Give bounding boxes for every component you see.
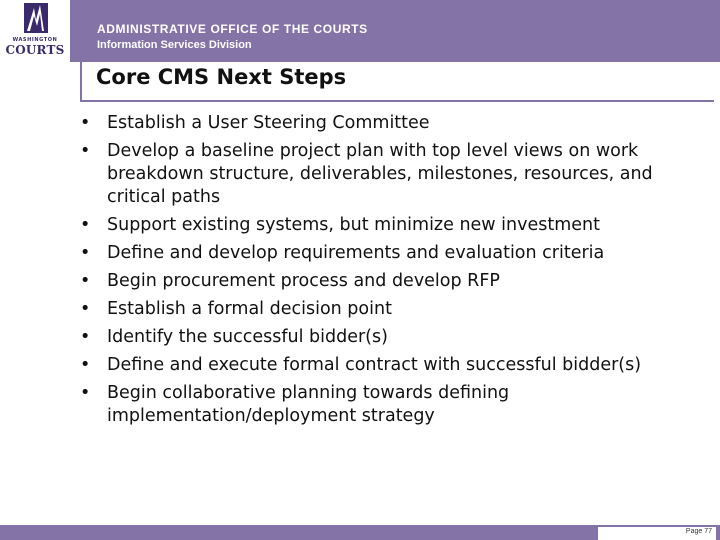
header-office-name: ADMINISTRATIVE OFFICE OF THE COURTS [97, 22, 368, 36]
washington-courts-logo [0, 0, 71, 62]
bullet-item [80, 140, 700, 209]
bullet-text: Begin procurement process and develop RFP [107, 271, 500, 291]
bullet-dot-icon: • [80, 383, 91, 403]
logo-small-text: WASHINGTON [12, 37, 58, 43]
bullet-item [80, 382, 700, 428]
slide-title: Core CMS Next Steps [96, 65, 347, 89]
bullet-dot-icon: • [80, 243, 91, 263]
bullet-item [80, 298, 700, 321]
bullet-text: Identify the successful bidder(s) [107, 327, 388, 347]
bullet-list [80, 112, 700, 433]
bullet-item [80, 354, 700, 377]
bullet-text: Establish a formal decision point [107, 299, 392, 319]
bullet-dot-icon: • [80, 355, 91, 375]
bullet-text: Begin collaborative planning towards defining implementation/deployment strategy [107, 383, 510, 426]
page-number: Page 77 [685, 528, 712, 535]
bullet-text: Define and execute formal contract with successful bidder(s) [107, 355, 642, 375]
bullet-dot-icon: • [80, 299, 91, 319]
bullet-text: Define and develop requirements and evaluation criteria [107, 243, 605, 263]
bullet-item [80, 326, 700, 349]
logo-big-text: COURTS [5, 43, 65, 57]
bullet-item [80, 214, 700, 237]
bullet-item [80, 112, 700, 135]
bullet-text: Support existing systems, but minimize new investment [107, 215, 600, 235]
header-division-name: Information Services Division [97, 39, 252, 51]
bullet-item [80, 270, 700, 293]
bullet-item [80, 242, 700, 265]
bullet-dot-icon: • [80, 113, 91, 133]
bullet-dot-icon: • [80, 327, 91, 347]
bullet-text: Develop a baseline project plan with top level views on work breakdown structure, deliverables, milestones, resources, and critical paths [107, 141, 653, 207]
bullet-text: Establish a User Steering Committee [107, 113, 430, 133]
bullet-dot-icon: • [80, 141, 91, 161]
bullet-dot-icon: • [80, 271, 91, 291]
courts-seal-icon [22, 2, 50, 36]
bullet-dot-icon: • [80, 215, 91, 235]
